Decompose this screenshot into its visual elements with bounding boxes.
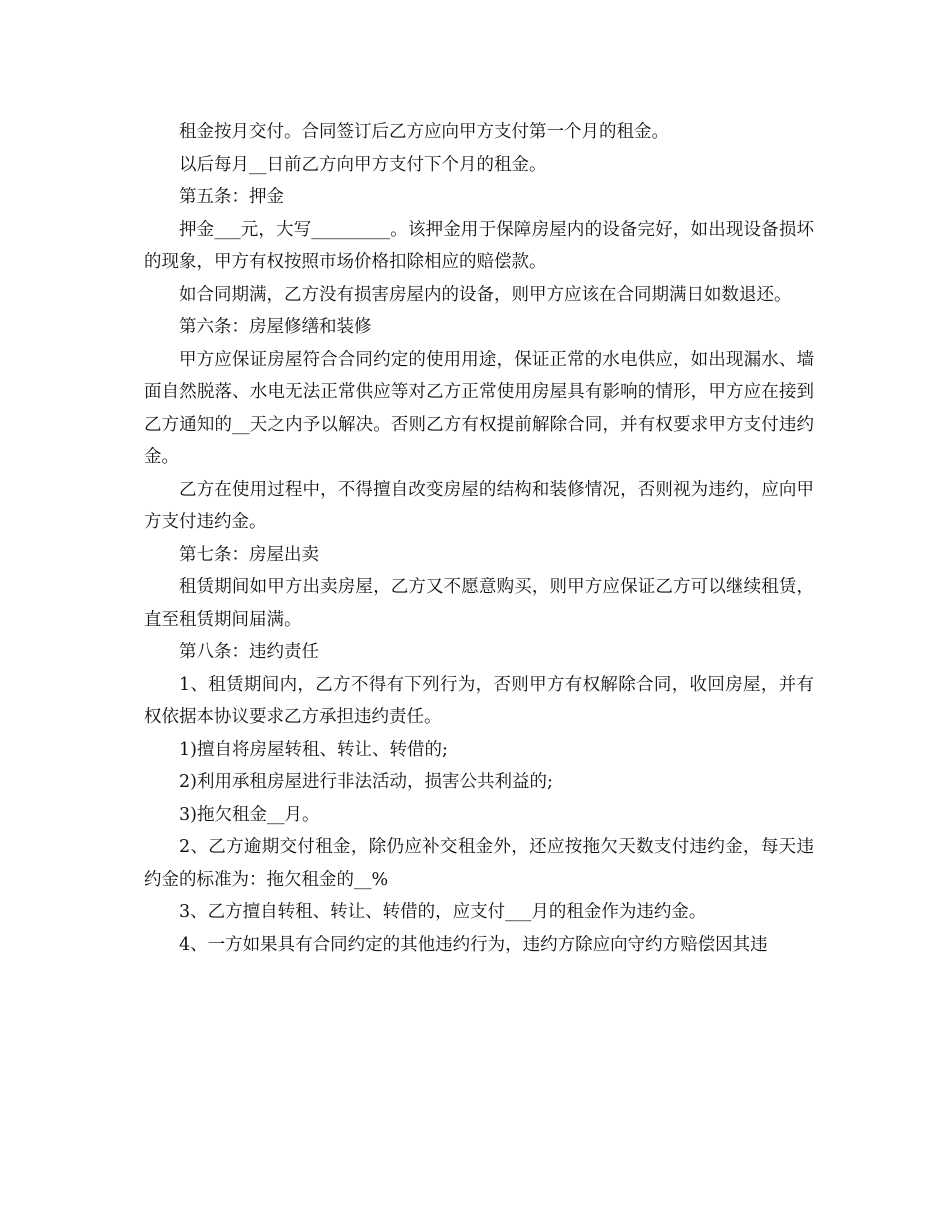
- paragraph-monthly-payment: 以后每月__日前乙方向甲方支付下个月的租金。: [179, 154, 547, 175]
- paragraph-deposit: 押金___元，大写_________。该押金用于保障房屋内的设备完好，如出现设备损坏的现象，甲方有权按照市场价格扣除相应的赔偿款。: [144, 219, 814, 272]
- paragraph-house-sale: 租赁期间如甲方出卖房屋，乙方又不愿意购买，则甲方应保证乙方可以继续租赁，直至租赁期间届满。: [144, 577, 814, 630]
- paragraph-repair-duty: 甲方应保证房屋符合合同约定的使用用途，保证正常的水电供应，如出现漏水、墙面自然脱落、水电无法正常供应等对乙方正常使用房屋具有影响的情形，甲方应在接到乙方通知的__天之内予以解决。否则乙方有权提前解除合同，并有权要求甲方支付违约金。: [144, 349, 814, 467]
- list-item-sublet: 1)擅自将房屋转租、转让、转借的;: [179, 739, 448, 760]
- list-item-illegal-use: 2)利用承租房屋进行非法活动，损害公共利益的;: [179, 772, 553, 792]
- paragraph-deposit-refund: 如合同期满，乙方没有损害房屋内的设备，则甲方应该在合同期满日如数退还。: [179, 284, 792, 305]
- heading-article-6: 第六条：房屋修缮和装修: [179, 317, 372, 337]
- contract-body: [144, 116, 814, 961]
- list-item-arrears: 3)拖欠租金__月。: [179, 804, 320, 825]
- heading-article-7: 第七条：房屋出卖: [179, 544, 319, 565]
- paragraph-no-alteration: 乙方在使用过程中，不得擅自改变房屋的结构和装修情况，否则视为违约，应向甲方支付违约金。: [144, 479, 814, 532]
- heading-article-8: 第八条：违约责任: [179, 642, 319, 662]
- paragraph-breach-3: 3、乙方擅自转租、转让、转借的，应支付___月的租金作为违约金。: [179, 902, 707, 922]
- paragraph-breach-4: 4、一方如果具有合同约定的其他违约行为，违约方除应向守约方赔偿因其违: [179, 934, 768, 955]
- paragraph-breach-2: 2、乙方逾期交付租金，除仍应补交租金外，还应按拖欠天数支付违约金，每天违约金的标准为：拖欠租金的__%: [144, 837, 814, 890]
- paragraph-breach-1: 1、租赁期间内，乙方不得有下列行为，否则甲方有权解除合同，收回房屋，并有权依据本协议要求乙方承担违约责任。: [144, 674, 814, 727]
- heading-article-5: 第五条：押金: [179, 187, 284, 207]
- paragraph-rent-payment: 租金按月交付。合同签订后乙方应向甲方支付第一个月的租金。: [179, 122, 669, 142]
